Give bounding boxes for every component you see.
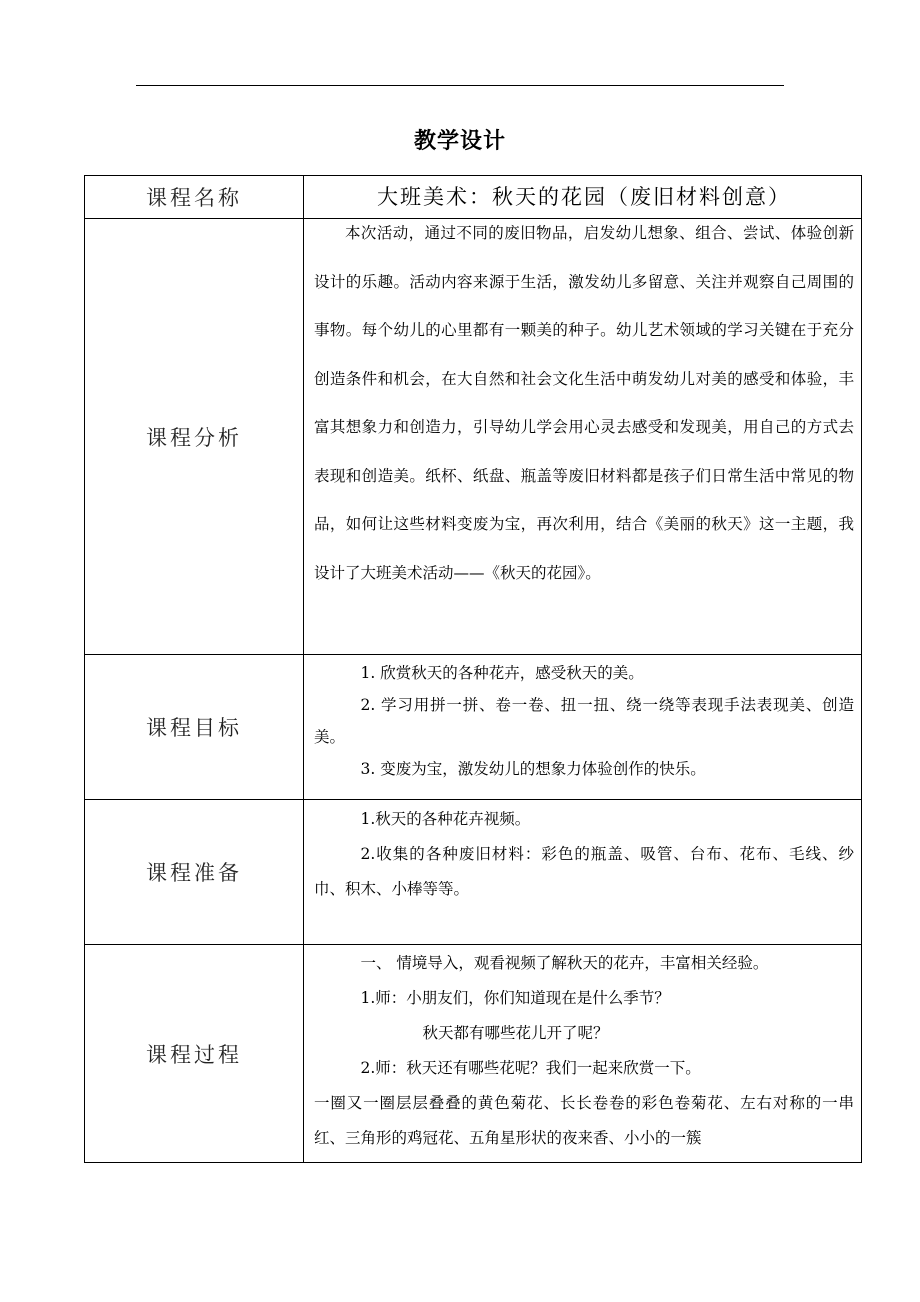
process-line: 一、 情境导入，观看视频了解秋天的花卉，丰富相关经验。 [360, 954, 769, 972]
process-line: 一圈又一圈层层叠叠的黄色菊花、长长卷卷的彩色卷菊花、左右对称的一串红、三角形的鸡冠花、五角星形状的夜来香、小小的一簇 [314, 1094, 854, 1147]
prep-item: 1.秋天的各种花卉视频。 [360, 810, 531, 828]
lesson-design-table [84, 175, 862, 1163]
course-goals-cell [304, 655, 862, 800]
document-title: 教学设计 [413, 128, 506, 154]
course-analysis-label: 课程分析 [85, 219, 304, 655]
process-line: 2.师：秋天还有哪些花呢？我们一起来欣赏一下。 [360, 1059, 701, 1077]
table-row [85, 800, 862, 945]
course-prep-cell [304, 800, 862, 945]
course-analysis-cell [304, 219, 862, 655]
goal-item: 1. 欣赏秋天的各种花卉，感受秋天的美。 [360, 664, 644, 682]
process-line: 秋天都有哪些花儿开了呢？ [422, 1024, 609, 1042]
course-name-label: 课程名称 [85, 176, 304, 219]
course-process-cell [304, 945, 862, 1163]
course-name-value: 大班美术：秋天的花园（废旧材料创意） [377, 185, 791, 209]
table-row [85, 219, 862, 655]
goal-item: 3. 变废为宝，激发幼儿的想象力体验创作的快乐。 [360, 760, 706, 778]
process-line: 1.师：小朋友们，你们知道现在是什么季节？ [360, 989, 670, 1007]
course-prep-label: 课程准备 [85, 800, 304, 945]
table-row [85, 655, 862, 800]
table-row [85, 945, 862, 1163]
goal-item: 2. 学习用拼一拼、卷一卷、扭一扭、绕一绕等表现手法表现美、创造美。 [314, 696, 854, 746]
course-goals-label: 课程目标 [85, 655, 304, 800]
course-process-label: 课程过程 [85, 945, 304, 1163]
prep-item: 2.收集的各种废旧材料：彩色的瓶盖、吸管、台布、花布、毛线、纱巾、积木、小棒等等。 [314, 845, 854, 898]
course-analysis-text: 本次活动，通过不同的废旧物品，启发幼儿想象、组合、尝试、体验创新设计的乐趣。活动内容来源于生活，激发幼儿多留意、关注并观察自己周围的事物。每个幼儿的心里都有一颗美的种子。幼儿艺术领域的学习关键在于充分创造条件和机会，在大自然和社会文化生活中萌发幼儿对美的感受和体验，丰富其想象力和创造力，引导幼儿学会用心灵去感受和发现美，用自己的方式去表现和创造美。纸杯、纸盘、瓶盖等废旧材料都是孩子们日常生活中常见的物品，如何让这些材料变废为宝，再次利用，结合《美丽的秋天》这一主题，我设计了大班美术活动——《秋天的花园》。 [314, 224, 854, 582]
header-rule [136, 85, 784, 86]
